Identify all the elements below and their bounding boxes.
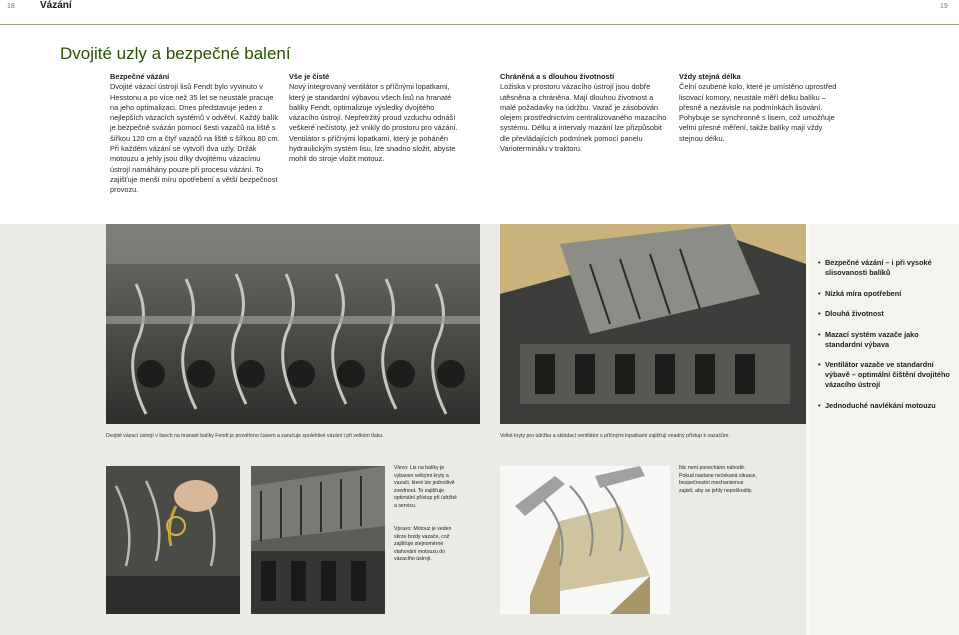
page-number-left: 18 [7,3,15,10]
column-text: Nový integrovaný ventilátor s příčnými lopatkami, který je standardní výbavou všech lisů na hranaté balíky Fendt, optimalizuje výsledky dvojitého vázacího ústrojí. Nepřetržitý proud vzduchu odnáší veškeré nečistoty, jež vnikly do prostoru pro vázání. Ventilátor s příčnými lopatkami, který je poháněn hydraulickým systém lisu, lze snadno složit, abyste mohli do stroje vložit motouz. [289,82,458,164]
feature-item: • Jednoduché navlékání motouzu [818,401,950,411]
feature-item: • Nízká míra opotřebení [818,289,950,299]
feature-list [818,258,950,421]
header-rule [0,24,959,25]
column-text: Čelní ozubené kolo, které je umístěno uprostřed lisovací komory, neustále měří délku balíku – přesně a nezávisle na podmínkách lisování. Pohybuje se synchronně s lisem, což umožňuje velmi přesné měření, takže balíky mají vždy stejnou délku. [679,82,837,143]
needle-mechanism-illustration [500,466,670,614]
covers-photo [500,224,806,424]
left-photo-caption: Vlevo: Lis na balíky je vybaven velkými kryty a vazači, které lze jednotlivě zvednout. To zajišťuje optimální přístup při údržbě a servisu. [394,465,457,509]
column-text: Ložiska v prostoru vázacího ústrojí jsou dobře utěsněna a chráněna. Mají dlouhou životnost a malé požadavky na údržbu. Vazač je zásobován olejem prostřednictvím centralizovaného mazacího systému. Délku a intervaly mazání lze přizpůsobit dle převládajících podmínek pomocí panelu Varioterminálu v traktoru. [500,82,667,154]
safety-caption: Nic není ponecháno náhodě. Pokud nastane nečekaná situace, bezpečnostní mechanismus zajistí, aby se jehly nepoškodily. [679,465,757,494]
page-heading: Dvojité uzly a bezpečné balení [60,44,291,63]
sidebar-divider [806,224,809,635]
knotter-caption: Dvojité vázací ústrojí v lisech na hranaté balíky Fendt je prověřeno časem a zaručuje spolehlivé vázání i při velkém tlaku. [106,433,384,439]
feature-item: • Ventilátor vazače ve standardní výbavě – optimální čištění dvojitého vázacího ústrojí [818,360,950,390]
column-title: Vše je čisté [289,72,330,81]
column-title: Chráněná a s dlouhou životností [500,72,615,81]
knotter-photo [106,224,480,424]
section-title: Vázání [40,0,72,11]
column-title: Bezpečné vázání [110,72,170,81]
text-column-1 [110,72,280,196]
column-text: Dvojité vázací ústrojí lisů Fendt bylo vyvinuto v Hesstonu a po více než 35 let se neustále pracuje na jeho optimalizaci. Dnes představuje jeden z nejlepších vázacích systémů v odvětví. Každý balík je bezpečně svázán pomocí šesti vazačů na liště s šířkou 120 cm a čtyř vazačů na liště s šířkou 80 cm. Při každém vázání se vytvoří dva uzly. Držák motouzu a jehly jsou díky dvojitému vázacímu ústrojí namáhány pouze při procesu vázání. To zajišťuje menší míru opotřebení a větší bezpečnost provozu. [110,82,280,195]
text-column-2 [289,72,459,165]
text-column-4 [679,72,844,144]
page-number-right: 19 [940,3,948,10]
feature-item: • Mazací systém vazače jako standardní výbava [818,330,950,350]
column-title: Vždy stejná délka [679,72,741,81]
text-column-3 [500,72,670,154]
open-covers-photo [251,466,385,614]
covers-caption: Velké kryty pro údržbu a skládací ventilátor s příčnými lopatkami zajišťují snadný přístup k vazačům. [500,433,730,439]
right-photo-caption: Vpravo: Motouz je veden skrze brzdy vazače, což zajišťuje stejnoměrné vtahování motouzu do vázacího ústrojí. [394,526,452,563]
feature-item: • Dlouhá životnost [818,309,950,319]
feature-item: • Bezpečné vázání – i při vysoké slisovanosti balíků [818,258,950,278]
threading-photo [106,466,240,614]
